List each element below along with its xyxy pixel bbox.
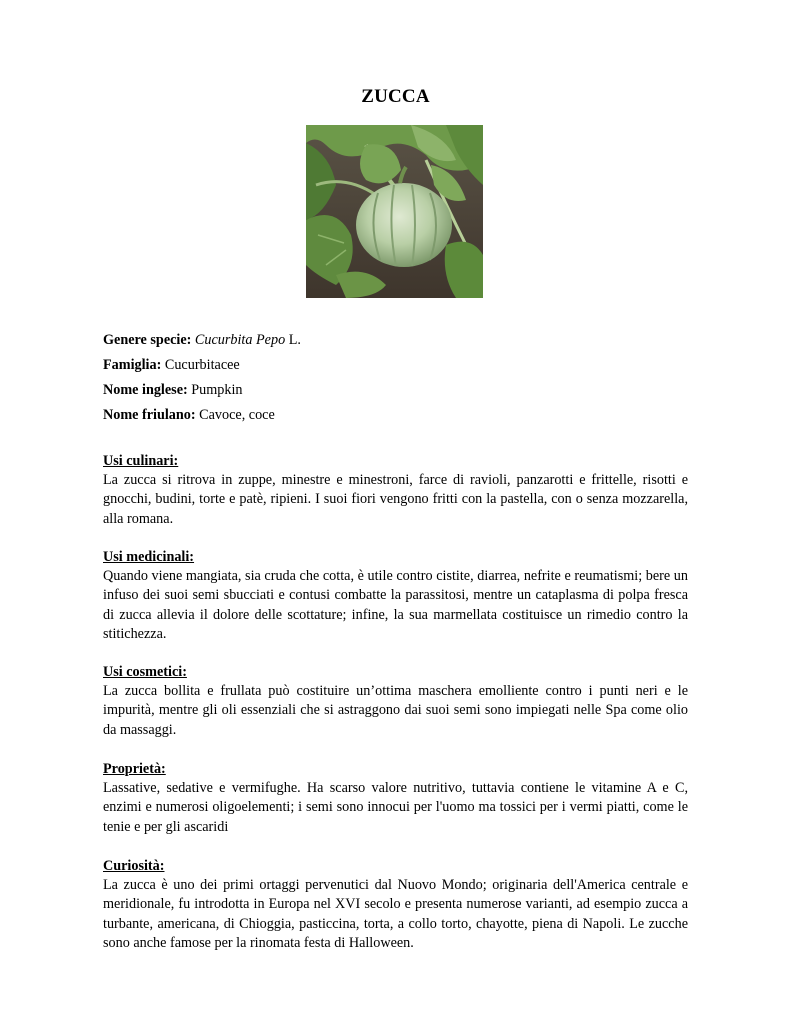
fact-genere-specie bbox=[103, 330, 301, 350]
fact-label: Nome inglese: bbox=[103, 382, 188, 398]
page-title: ZUCCA bbox=[361, 86, 430, 107]
section-text: La zucca è uno dei primi ortaggi pervenutici dal Nuovo Mondo; originaria dell'America centrale e meridionale, fu introdotta in Europa nel XVI secolo e presenta numerose varianti, ad esempio zucca a turbante, americana, di Chioggia, pasticcina, torta, a collo torto, chayotte, piena di Napoli. Le zucche sono anche famose per la rinomata festa di Halloween. bbox=[103, 877, 688, 952]
fact-label: Nome friulano: bbox=[103, 407, 196, 423]
fact-value: Cavoce, coce bbox=[195, 407, 275, 423]
fact-famiglia bbox=[103, 355, 240, 375]
section-text: Quando viene mangiata, sia cruda che cotta, è utile contro cistite, diarrea, nefrite e reumatismi; bere un infuso dei suoi semi sbucciati e contusi combatte la parassitosi, mentre un cataplasma di polpa fresca di zucca allevia il dolore delle scottature; infine, la sua marmellata costituisce un rimedio contro la stitichezza. bbox=[103, 568, 688, 643]
fact-value: L. bbox=[285, 332, 301, 348]
section-text: La zucca bollita e frullata può costituire un’ottima maschera emolliente contro i punti neri e le impurità, mentre gli oli essenziali che si astraggono dai suoi semi sono impiegati nelle Spa come olio da massaggi. bbox=[103, 683, 688, 738]
fact-label: Genere specie: bbox=[103, 332, 192, 348]
section-heading: Proprietà: bbox=[103, 761, 166, 777]
fact-label: Famiglia: bbox=[103, 357, 162, 373]
fact-value-italic: Cucurbita Pepo bbox=[194, 332, 286, 348]
section-usi-culinari bbox=[103, 452, 688, 529]
fact-nome-inglese bbox=[103, 380, 243, 400]
section-heading: Usi cosmetici: bbox=[103, 664, 187, 680]
section-usi-cosmetici bbox=[103, 663, 688, 740]
section-proprieta bbox=[103, 760, 688, 837]
section-usi-medicinali bbox=[103, 548, 688, 645]
fact-value: Cucurbitacee bbox=[161, 357, 240, 373]
section-heading: Curiosità: bbox=[103, 858, 165, 874]
section-heading: Usi culinari: bbox=[103, 453, 179, 469]
pumpkin-plant-photo bbox=[306, 125, 483, 298]
fact-nome-friulano bbox=[103, 405, 275, 425]
section-text: Lassative, sedative e vermifughe. Ha scarso valore nutritivo, tuttavia contiene le vitamine A e C, enzimi e numerosi oligoelementi; i semi sono innocui per l'uomo ma tossici per i vermi piatti, come le tenie e per gli ascaridi bbox=[103, 780, 688, 835]
section-heading: Usi medicinali: bbox=[103, 549, 195, 565]
section-text: La zucca si ritrova in zuppe, minestre e minestroni, farce di ravioli, panzarotti e frittelle, risotti e gnocchi, budini, torte e patè, ripieni. I suoi fiori vengono fritti con la pastella, con o senza mozzarella, alla romana. bbox=[103, 472, 688, 527]
section-curiosita bbox=[103, 857, 688, 954]
fact-value: Pumpkin bbox=[187, 382, 243, 398]
